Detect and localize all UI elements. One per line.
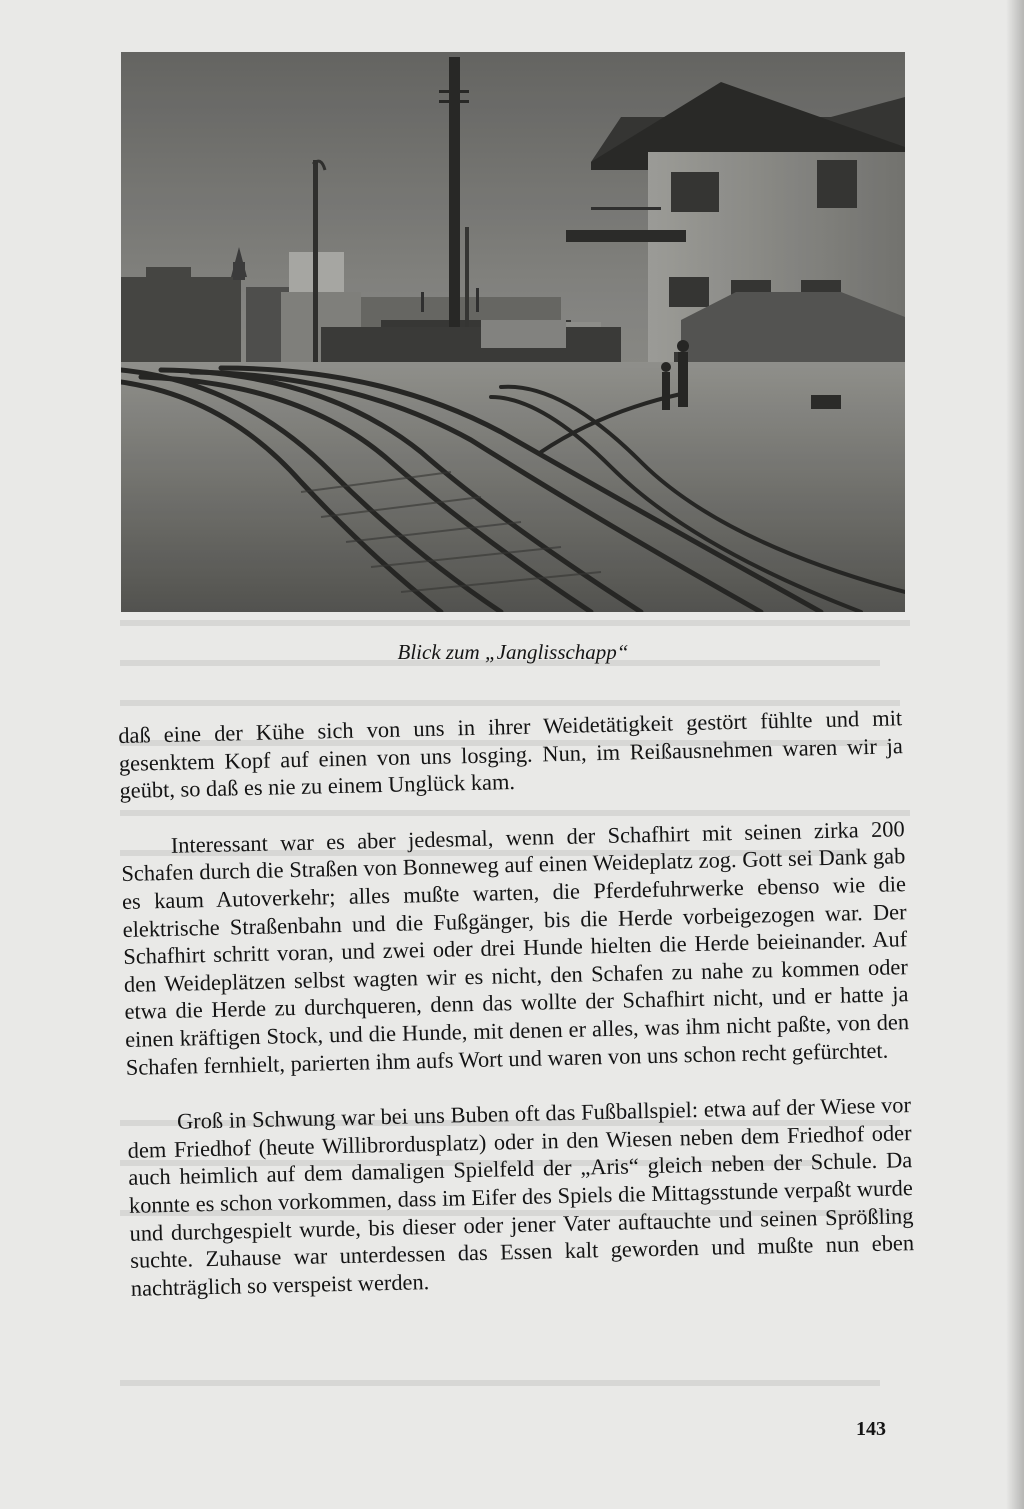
- paragraph-1: daß eine der Kühe sich von uns in ihrer Weidetätigkeit gestört fühlte und mit gesenktem Kopf auf einen von uns losging. Nun, im Reißausnehmen waren wir ja geübt, so daß es nie zu einem Unglück kam.: [118, 705, 904, 804]
- page-edge-shadow: [1006, 0, 1024, 1509]
- body-text: [118, 704, 916, 1330]
- paragraph-3: Groß in Schwung war bei uns Buben oft das Fußballspiel: etwa auf der Wiese vor dem Friedhof (heute Willibrordusplatz) oder in den Wiesen neben dem Friedhof oder auch heimlich auf dem damaligen Spielfeld der „Aris“ gleich neben der Schule. Da konnte es schon vorkommen, dass im Eifer des Spiels die Mittagsstunde verpaßt wurde und durchgespielt wurde, bis dieser oder jener Vater auftauchte und seinen Sprößling suchte. Zuhause war unterdessen das Essen kalt geworden und mußte nun eben nachträglich so verspeist werden.: [127, 1092, 915, 1301]
- photo-caption: Blick zum „Janglisschapp“: [397, 640, 629, 664]
- photo-illustration: [121, 52, 905, 612]
- page-number: 143: [856, 1418, 886, 1440]
- paragraph-2: Interessant war es aber jedesmal, wenn der Schafhirt mit seinen zirka 200 Schafen durch die Straßen von Bonneweg auf einen Weideplatz zog. Gott sei Dank gab es kaum Autoverkehr; alles mußte warten, die Pferdefuhrwerke ebenso wie die elektrische Straßenbahn und die Fußgänger, bis die Herde vorbeigezogen war. Der Schafhirt schritt voran, und zwei oder drei Hunde hielten die Herde beieinander. Auf den Weideplätzen selbst wagten wir es nicht, den Schafen zu nahe zu kommen oder etwa die Herde zu durchqueren, denn das wollte der Schafhirt nicht, und er hatte ja einen kräftigen Stock, und die Hunde, mit denen er alles, was ihm nicht paßte, von den Schafen fernhielt, parierten ihm aufs Wort und waren von uns schon recht gefürchtet.: [121, 815, 910, 1080]
- railway-yard-photo: [121, 52, 905, 612]
